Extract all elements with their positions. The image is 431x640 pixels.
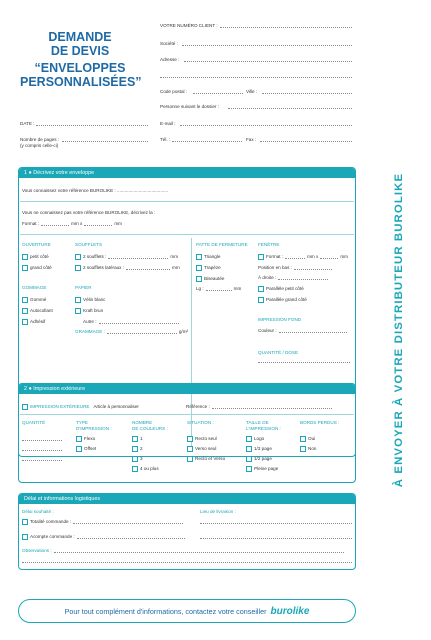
papier-header: PAPIER xyxy=(75,285,92,290)
couleurs-header-2: DE COULEURS : xyxy=(132,426,168,431)
tel-field[interactable] xyxy=(172,141,242,142)
patte-lg-row xyxy=(196,286,241,292)
ville-field[interactable] xyxy=(262,93,352,94)
checkbox[interactable] xyxy=(246,436,252,442)
lieu-field-2[interactable] xyxy=(200,538,352,539)
pages-note: (y compris celle-ci) xyxy=(20,143,59,148)
checkbox[interactable] xyxy=(258,297,264,303)
unit: mm xyxy=(170,254,179,260)
grammage-field[interactable] xyxy=(107,330,177,334)
grammage-row xyxy=(75,329,188,335)
checkbox[interactable] xyxy=(75,308,81,314)
societe-label: Société : xyxy=(160,41,178,46)
checkbox[interactable] xyxy=(246,466,252,472)
ouverture-grand[interactable] xyxy=(22,265,52,271)
soufflets-lat-field[interactable] xyxy=(126,266,170,270)
section-3-heading: Délai et informations logistiques xyxy=(19,494,355,504)
date-field[interactable] xyxy=(36,125,148,126)
couleur-label: Couleur : xyxy=(258,328,277,333)
s2-quantite-field-3[interactable] xyxy=(22,460,62,461)
checkbox[interactable] xyxy=(196,265,202,271)
option-label: 1 xyxy=(140,436,143,442)
soufflets-2[interactable] xyxy=(75,265,180,271)
unit: mm xyxy=(172,265,180,271)
soufflets-header: SOUFFLETS xyxy=(75,242,103,247)
format-label: Format : xyxy=(266,254,284,260)
impression-fond-header: IMPRESSION FOND xyxy=(258,317,302,322)
couleurs-header-1: NOMBRE xyxy=(132,420,153,425)
format-row xyxy=(22,221,122,227)
couleurs-4[interactable] xyxy=(132,466,159,472)
option-label: 2 xyxy=(140,446,143,452)
option-label: 4 ou plus xyxy=(140,466,159,472)
checkbox[interactable] xyxy=(300,446,306,452)
papier-kraft[interactable] xyxy=(75,308,103,314)
bords-oui[interactable] xyxy=(300,436,315,442)
title-line-4: PERSONNALISÉES” xyxy=(20,75,142,89)
ouverture-petit[interactable] xyxy=(22,254,49,260)
checkbox[interactable] xyxy=(132,436,138,442)
gommage-gomme[interactable] xyxy=(22,297,46,303)
quantite-field[interactable] xyxy=(258,362,350,363)
situation-recto[interactable] xyxy=(187,436,217,442)
lg-unit: mm xyxy=(233,286,242,291)
gommage-header: GOMMAGE xyxy=(22,285,47,290)
personne-field[interactable] xyxy=(228,108,352,109)
title-line-2: DE DEVIS xyxy=(50,44,110,58)
option-label: Flexo xyxy=(84,436,96,442)
reference-row xyxy=(186,404,332,410)
checkbox[interactable] xyxy=(187,446,193,452)
position-label: Position en bas : xyxy=(258,265,292,270)
patte-biseautee[interactable] xyxy=(196,276,224,282)
taille-pleine[interactable] xyxy=(246,466,278,472)
checkbox[interactable] xyxy=(132,446,138,452)
option-label: Parallèle petit côté xyxy=(266,286,304,292)
total-field[interactable] xyxy=(73,520,183,524)
unknown-ref: Vous ne connaissez pas votre référence BUROLIKE, décrivez la : xyxy=(22,210,156,215)
type-header-2: D'IMPRESSION : xyxy=(76,426,112,431)
taille-logo[interactable] xyxy=(246,436,264,442)
soufflets-1[interactable] xyxy=(75,254,178,260)
checkbox[interactable] xyxy=(300,436,306,442)
delai-label: Délai souhaité : xyxy=(22,509,54,514)
checkbox[interactable] xyxy=(22,265,28,271)
adresse-field-2[interactable] xyxy=(160,77,352,78)
option-label: Gommé xyxy=(30,297,47,303)
grammage-unit: g/m² xyxy=(178,329,189,334)
situation-header: SITUATION : xyxy=(187,420,214,425)
checkbox[interactable] xyxy=(196,254,202,260)
article-label: Article à personnaliser xyxy=(93,404,139,410)
s2-quantite-field-1[interactable] xyxy=(22,440,62,441)
situation-verso[interactable] xyxy=(187,446,216,452)
mm-x: mm x xyxy=(307,254,319,260)
option-label: petit côté xyxy=(30,254,49,260)
title-line-1: DEMANDE xyxy=(48,30,112,44)
format-mm-x: mm x xyxy=(71,221,83,226)
papier-velin[interactable] xyxy=(75,297,105,303)
checkbox[interactable] xyxy=(22,319,28,325)
droite-label: À droite : xyxy=(258,275,277,280)
checkbox[interactable] xyxy=(187,436,193,442)
option-label: 1/2 page xyxy=(254,456,272,462)
footer-box xyxy=(18,599,356,623)
soufflets-field[interactable] xyxy=(108,255,168,259)
option-label: Offset xyxy=(84,446,97,452)
patte-triangle[interactable] xyxy=(196,254,220,260)
option-label: Triangle xyxy=(204,254,221,260)
known-ref: Vous connaissez votre référence BUROLIKE : ........................................ xyxy=(22,188,169,193)
checkbox[interactable] xyxy=(75,297,81,303)
format-mm: mm xyxy=(114,221,122,226)
client-number-field[interactable] xyxy=(220,27,352,28)
date-label: DATE : xyxy=(20,121,35,126)
page-title xyxy=(20,30,140,89)
fenetre-format[interactable] xyxy=(258,254,348,260)
acompte-label: Acompte commande : xyxy=(30,534,75,540)
taille-tiers[interactable] xyxy=(246,446,272,452)
couleurs-2[interactable] xyxy=(132,446,143,452)
option-label: grand côté xyxy=(30,265,52,271)
title-line-3: “ENVELOPPES xyxy=(34,61,126,75)
observations-field-2[interactable] xyxy=(22,562,352,563)
lieu-label: Lieu de livraison : xyxy=(200,509,236,514)
option-label: Vélin blanc xyxy=(83,297,106,303)
taille-header-1: TAILLE DE xyxy=(246,420,269,425)
option-label: Oui xyxy=(308,436,316,442)
checkbox[interactable] xyxy=(22,519,28,525)
droite-field[interactable] xyxy=(278,276,328,280)
checkbox[interactable] xyxy=(187,456,193,462)
option-label: Pleine page xyxy=(254,466,279,472)
ville-label: Ville : xyxy=(246,89,258,94)
lg-label: Lg : xyxy=(196,286,204,291)
acompte-field[interactable] xyxy=(77,535,185,539)
fenetre-position xyxy=(258,265,332,271)
fenetre-height-field[interactable] xyxy=(320,255,338,259)
fax-field[interactable] xyxy=(260,141,352,142)
option-label: Recto seul xyxy=(195,436,217,442)
checkbox[interactable] xyxy=(258,254,264,260)
couleur-field[interactable] xyxy=(279,329,347,333)
total-row[interactable] xyxy=(22,519,183,525)
societe-field[interactable] xyxy=(182,45,352,46)
fenetre-grand[interactable] xyxy=(258,297,307,303)
section-3 xyxy=(18,493,356,570)
option-label: 3 xyxy=(140,456,143,462)
footer-brand: burolike xyxy=(270,605,310,617)
option-label: 1/3 page xyxy=(254,446,272,452)
fenetre-droite xyxy=(258,275,328,281)
acompte-row[interactable] xyxy=(22,534,185,540)
patte-trapeze[interactable] xyxy=(196,265,221,271)
gommage-auto[interactable] xyxy=(22,308,53,314)
divider xyxy=(20,201,354,202)
reference-label: Référence : xyxy=(186,404,210,409)
checkbox[interactable] xyxy=(22,254,28,260)
s2-quantite-field-2[interactable] xyxy=(22,450,62,451)
fax-label: Fax : xyxy=(246,137,257,142)
checkbox[interactable] xyxy=(246,446,252,452)
option-label: Adhésif xyxy=(30,319,46,325)
checkbox[interactable] xyxy=(76,446,82,452)
pages-field[interactable] xyxy=(62,141,148,142)
format-label: Format : xyxy=(22,221,40,226)
divider xyxy=(20,234,354,235)
checkbox[interactable] xyxy=(22,404,28,410)
bords-non[interactable] xyxy=(300,446,316,452)
observations-row xyxy=(22,548,344,554)
taille-header-2: L'IMPRESSION : xyxy=(246,426,281,431)
quantite-header: QUANTITÉ / DOSE xyxy=(258,350,299,355)
option-label: Trapèze xyxy=(204,265,221,271)
personne-label: Personne suivant le dossier : xyxy=(160,104,219,109)
couleurs-1[interactable] xyxy=(132,436,143,442)
adresse-field-1[interactable] xyxy=(184,61,352,62)
impression-ext-row[interactable] xyxy=(22,404,139,410)
option-label: 2 soufflets : xyxy=(83,254,107,260)
fenetre-petit[interactable] xyxy=(258,286,304,292)
option-label: Logo xyxy=(254,436,265,442)
grammage-label: GRAMMAGE : xyxy=(75,329,105,334)
observations-label: Observations : xyxy=(22,548,52,553)
autre-label: Autre : xyxy=(83,319,97,324)
checkbox[interactable] xyxy=(75,265,81,271)
format-height-field[interactable] xyxy=(84,222,112,226)
type-offset[interactable] xyxy=(76,446,96,452)
checkbox[interactable] xyxy=(258,286,264,292)
option-label: Autocollant xyxy=(30,308,53,314)
lieu-field-1[interactable] xyxy=(200,523,352,524)
total-label: Totalité commande : xyxy=(30,519,72,525)
type-flexo[interactable] xyxy=(76,436,95,442)
autre-field[interactable] xyxy=(99,320,179,324)
type-header-1: TYPE xyxy=(76,420,88,425)
situation-recto-verso[interactable] xyxy=(187,456,225,462)
fenetre-header: FENÊTRE xyxy=(258,242,280,247)
pages-label: Nombre de pages : xyxy=(20,137,60,142)
checkbox[interactable] xyxy=(75,254,81,260)
section-2-heading: 2 ● Impression extérieure xyxy=(19,384,355,394)
option-label: Verso seul xyxy=(195,446,217,452)
option-label: Recto et Verso xyxy=(195,456,226,462)
code-postal-field[interactable] xyxy=(193,93,243,94)
email-field[interactable] xyxy=(180,125,352,126)
reference-field[interactable] xyxy=(212,405,332,409)
code-postal-label: Code postal : xyxy=(160,89,188,94)
option-label: 2 soufflets latéraux : xyxy=(83,265,125,271)
bords-header: BORDS PERDUS : xyxy=(300,420,340,425)
client-number-label: VOTRE NUMÉRO CLIENT : xyxy=(160,23,218,28)
section-1-heading: 1 ● Décrivez votre enveloppe xyxy=(19,168,355,178)
checkbox[interactable] xyxy=(76,436,82,442)
checkbox[interactable] xyxy=(132,466,138,472)
adresse-label: Adresse : xyxy=(160,57,180,62)
checkbox[interactable] xyxy=(22,308,28,314)
checkbox[interactable] xyxy=(246,456,252,462)
checkbox[interactable] xyxy=(132,456,138,462)
email-label: E-mail : xyxy=(160,121,176,126)
side-banner-text: À ENVOYER À VOTRE DISTRIBUTEUR BUROLIKE xyxy=(393,172,405,488)
mm: mm xyxy=(340,254,348,260)
divider xyxy=(20,414,354,415)
couleur-row xyxy=(258,328,347,334)
s2-quantite-header: QUANTITÉ xyxy=(22,420,46,425)
format-width-field[interactable] xyxy=(41,222,69,226)
gommage-adhesif[interactable] xyxy=(22,319,45,325)
impression-ext-label: IMPRESSION EXTÉRIEURE xyxy=(30,404,90,410)
taille-demi[interactable] xyxy=(246,456,272,462)
lg-field[interactable] xyxy=(206,287,232,291)
tel-label: Tél. : xyxy=(160,137,171,142)
checkbox[interactable] xyxy=(22,534,28,540)
checkbox[interactable] xyxy=(196,276,202,282)
option-label: Non xyxy=(308,446,317,452)
option-label: Biseautée xyxy=(204,276,225,282)
option-label: Parallèle grand côté xyxy=(266,297,307,303)
checkbox[interactable] xyxy=(22,297,28,303)
section-2 xyxy=(18,383,356,483)
position-field[interactable] xyxy=(294,266,332,270)
patte-header: PATTE DE FERMETURE xyxy=(196,242,248,247)
papier-autre xyxy=(83,319,179,325)
fenetre-width-field[interactable] xyxy=(285,255,305,259)
option-label: Kraft brun xyxy=(83,308,104,314)
couleurs-3[interactable] xyxy=(132,456,143,462)
observations-field-1[interactable] xyxy=(54,549,344,553)
footer-text: Pour tout complément d'informations, contactez votre conseiller xyxy=(64,606,267,616)
ouverture-header: OUVERTURE xyxy=(22,242,51,247)
